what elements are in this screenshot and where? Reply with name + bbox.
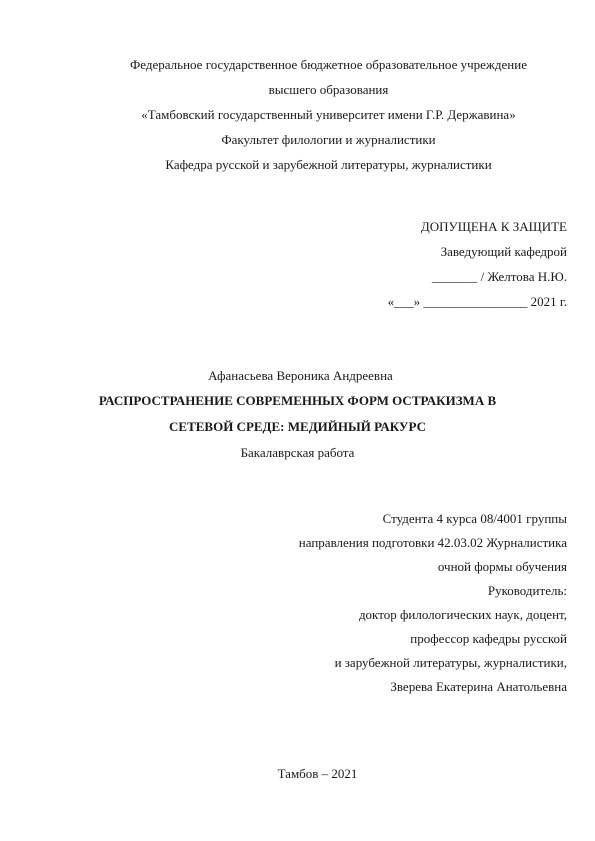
author-name: Афанасьева Вероника Андреевна — [208, 368, 393, 383]
city-year: Тамбов – 2021 — [277, 766, 358, 781]
student-info-block — [299, 507, 567, 699]
thesis-title-line-2: СЕТЕВОЙ СРЕДЕ: МЕДИЙНЫЙ РАКУРС — [169, 419, 426, 434]
institution-header — [40, 52, 595, 177]
approval-date: «___» ________________ 2021 г. — [387, 294, 567, 309]
approval-role: Заведующий кафедрой — [440, 244, 567, 259]
study-form: очной формы обучения — [437, 559, 567, 574]
work-type: Бакалаврская работа — [240, 445, 355, 460]
university-name: «Тамбовский государственный университет имени Г.Р. Державина» — [141, 107, 516, 122]
study-direction: направления подготовки 42.03.02 Журналистика — [298, 535, 567, 550]
education-level: высшего образования — [268, 82, 389, 97]
supervisor-label: Руководитель: — [487, 583, 567, 598]
institution-type: Федеральное государственное бюджетное образовательное учреждение — [130, 57, 527, 72]
supervisor-name: Зверева Екатерина Анатольевна — [390, 679, 567, 694]
supervisor-department: и зарубежной литературы, журналистики, — [334, 655, 567, 670]
supervisor-position: профессор кафедры русской — [410, 631, 567, 646]
approval-status: ДОПУЩЕНА К ЗАЩИТЕ — [420, 219, 567, 234]
faculty-name: Факультет филологии и журналистики — [221, 132, 436, 147]
thesis-title-line-1: РАСПРОСТРАНЕНИЕ СОВРЕМЕННЫХ ФОРМ ОСТРАКИЗМА В — [98, 393, 497, 408]
department-name: Кафедра русской и зарубежной литературы, журналистики — [165, 157, 492, 172]
approval-signature: _______ / Желтова Н.Ю. — [431, 269, 567, 284]
supervisor-degree: доктор филологических наук, доцент, — [358, 607, 567, 622]
approval-block — [388, 214, 567, 314]
student-course: Студента 4 курса 08/4001 группы — [382, 511, 567, 526]
thesis-title-block — [0, 363, 595, 466]
